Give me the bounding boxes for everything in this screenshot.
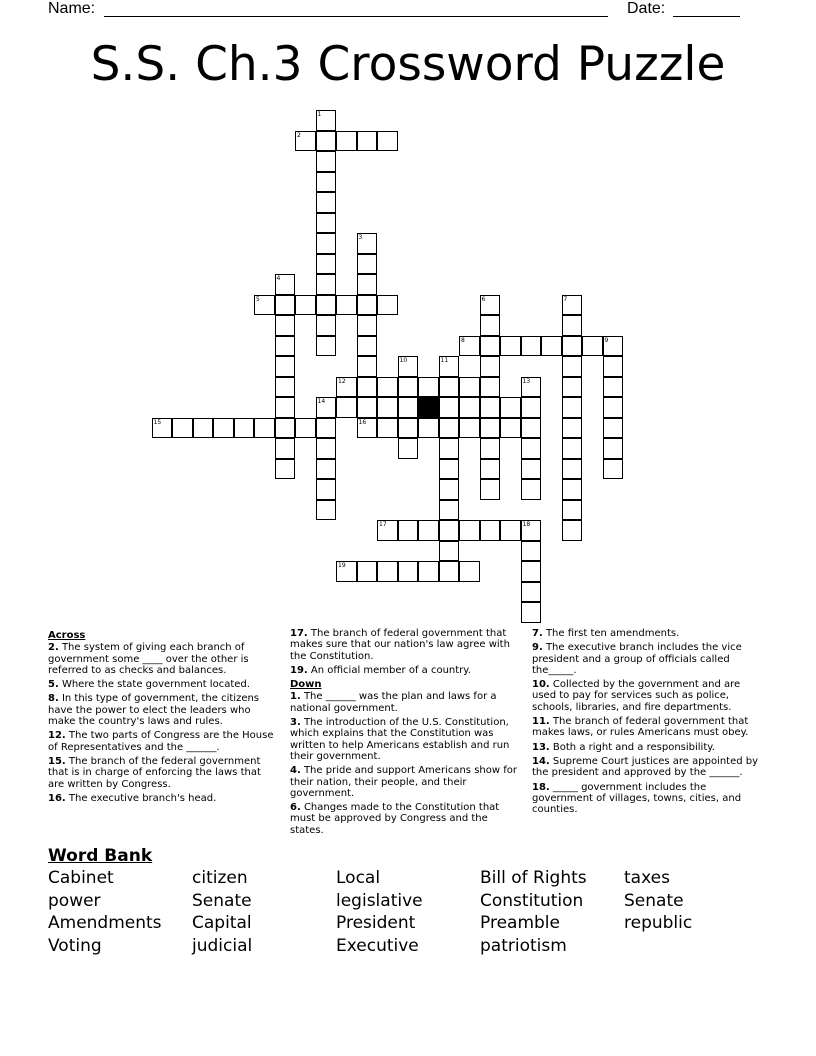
clue-text: The pride and support Americans show for their nation, their people, and their government. — [290, 765, 517, 799]
crossword-cell[interactable] — [562, 459, 583, 480]
crossword-cell[interactable] — [521, 459, 542, 480]
clue-text: Changes made to the Constitution that must be approved by Congress and the states. — [290, 802, 500, 836]
crossword-cell[interactable] — [316, 315, 337, 336]
crossword-cell[interactable] — [480, 377, 501, 398]
across-heading: Across — [48, 630, 86, 641]
across-clue-list-continued — [290, 628, 522, 676]
crossword-cell[interactable] — [275, 377, 296, 398]
across-clue-list — [48, 642, 280, 804]
crossword-cell[interactable] — [357, 131, 378, 152]
clue-number: 1. — [290, 691, 301, 703]
clue-item — [48, 756, 280, 790]
crossword-cell[interactable] — [336, 561, 357, 582]
crossword-cell[interactable] — [357, 356, 378, 377]
crossword-cell[interactable] — [316, 500, 337, 521]
clue-item — [532, 782, 764, 816]
clue-item — [290, 691, 522, 714]
word-bank-word: Capital — [192, 913, 252, 934]
crossword-cell[interactable] — [316, 131, 337, 152]
crossword-cell[interactable] — [377, 295, 398, 316]
crossword-cell[interactable] — [357, 295, 378, 316]
clue-item — [290, 717, 522, 762]
clue-number: 2 — [297, 131, 301, 139]
crossword-cell[interactable] — [603, 336, 624, 357]
clue-text: The branch of federal government that makes sure that our nation's law agree with the Constitution. — [290, 628, 510, 662]
clue-item — [290, 665, 522, 676]
clue-number: 17. — [290, 628, 308, 639]
crossword-cell[interactable] — [357, 233, 378, 254]
crossword-cell[interactable] — [582, 336, 603, 357]
clue-item — [532, 679, 764, 713]
crossword-cell[interactable] — [459, 520, 480, 541]
crossword-cell[interactable] — [439, 377, 460, 398]
clue-number: 16 — [358, 418, 367, 426]
crossword-cell[interactable] — [439, 356, 460, 377]
crossword-cell[interactable] — [521, 541, 542, 562]
down-clue-list-continued — [532, 628, 764, 815]
crossword-cell[interactable] — [603, 397, 624, 418]
date-field[interactable] — [673, 16, 740, 17]
crossword-cell[interactable] — [418, 377, 439, 398]
crossword-cell[interactable] — [521, 561, 542, 582]
crossword-cell[interactable] — [357, 418, 378, 439]
crossword-cell[interactable] — [521, 438, 542, 459]
crossword-cell[interactable] — [439, 397, 460, 418]
crossword-cell[interactable] — [480, 397, 501, 418]
crossword-cell[interactable] — [316, 192, 337, 213]
down-heading: Down — [290, 679, 322, 691]
crossword-cell[interactable] — [418, 418, 439, 439]
crossword-cell[interactable] — [377, 131, 398, 152]
crossword-cell[interactable] — [418, 561, 439, 582]
word-bank-word: Constitution — [480, 890, 584, 911]
clue-number: 7 — [563, 295, 568, 303]
clue-number: 10 — [399, 357, 408, 364]
crossword-cell[interactable] — [398, 356, 419, 377]
clue-number: 11. — [532, 716, 550, 728]
crossword-cell[interactable] — [480, 295, 501, 316]
crossword-cell[interactable] — [357, 377, 378, 398]
clues-column-1 — [48, 628, 280, 807]
clue-text: The introduction of the U.S. Constitution, which explains that the Constitution was written to help Americans establish and run their government. — [290, 717, 510, 762]
crossword-cell[interactable] — [357, 397, 378, 418]
clue-number: 18 — [522, 521, 531, 528]
clue-text: The system of giving each branch of government some ____ over the other is referred to as checks and balances. — [48, 642, 249, 676]
crossword-cell[interactable] — [459, 418, 480, 439]
crossword-cell[interactable] — [275, 336, 296, 357]
clue-text: The branch of federal government that makes laws, or rules Americans must obey. — [532, 716, 749, 739]
clue-number: 3 — [358, 234, 363, 241]
word-bank-word: Voting — [48, 936, 102, 957]
clue-number: 19 — [338, 562, 346, 569]
crossword-cell[interactable] — [521, 418, 542, 439]
crossword-cell[interactable] — [213, 418, 234, 439]
crossword-cell[interactable] — [254, 295, 275, 316]
crossword-cell[interactable] — [562, 438, 583, 459]
crossword-cell[interactable] — [603, 356, 624, 377]
clue-item — [290, 628, 522, 662]
crossword-cell[interactable] — [336, 377, 357, 398]
clue-number: 8. — [48, 693, 59, 705]
crossword-cell[interactable] — [398, 377, 419, 398]
crossword-cell[interactable] — [316, 459, 337, 480]
crossword-cell[interactable] — [316, 110, 337, 131]
crossword-cell[interactable] — [562, 520, 583, 541]
crossword-cell[interactable] — [521, 582, 542, 603]
crossword-cell[interactable] — [480, 479, 501, 500]
clue-number: 5. — [48, 679, 59, 691]
crossword-cell[interactable] — [295, 131, 316, 152]
crossword-cell[interactable] — [254, 418, 275, 439]
crossword-cell[interactable] — [377, 520, 398, 541]
crossword-cell[interactable] — [562, 356, 583, 377]
clue-item — [48, 642, 280, 676]
clue-text: The ______ was the plan and laws for a national government. — [290, 691, 497, 714]
word-bank-word: Executive — [336, 936, 419, 957]
crossword-cell[interactable] — [336, 131, 357, 152]
word-bank-word: taxes — [624, 868, 670, 888]
date-label: Date: — [627, 0, 666, 17]
clue-item — [532, 742, 764, 753]
crossword-cell[interactable] — [193, 418, 214, 439]
clue-number: 6. — [290, 802, 301, 814]
crossword-cell[interactable] — [398, 438, 419, 459]
crossword-cell[interactable] — [316, 213, 337, 234]
crossword-cell[interactable] — [603, 438, 624, 459]
clue-number: 13 — [522, 377, 531, 385]
clue-item — [290, 802, 522, 836]
crossword-cell[interactable] — [521, 377, 542, 398]
crossword-cell[interactable] — [275, 274, 296, 295]
word-bank-word: citizen — [192, 868, 248, 888]
crossword-cell[interactable] — [480, 459, 501, 480]
clue-number: 15 — [153, 418, 162, 426]
crossword-cell[interactable] — [316, 151, 337, 172]
crossword-cell[interactable] — [459, 336, 480, 357]
clue-text: The two parts of Congress are the House of Representatives and the ______. — [48, 730, 274, 753]
word-bank-word: legislative — [336, 890, 423, 911]
clue-item — [532, 716, 764, 739]
crossword-cell[interactable] — [275, 315, 296, 336]
crossword-cell[interactable] — [295, 418, 316, 439]
clue-number: 12 — [338, 377, 346, 385]
word-bank-title: Word Bank — [48, 846, 153, 866]
clue-number: 19. — [290, 664, 308, 676]
clue-item — [532, 756, 764, 779]
clue-number: 14 — [317, 398, 326, 405]
crossword-cell[interactable] — [275, 459, 296, 480]
clue-number: 18. — [532, 781, 550, 793]
crossword-cell[interactable] — [398, 520, 419, 541]
word-bank-list — [48, 867, 768, 958]
word-bank-word: Cabinet — [48, 868, 114, 888]
crossword-cell[interactable] — [152, 418, 173, 439]
crossword-cell[interactable] — [295, 295, 316, 316]
clue-item — [48, 793, 280, 804]
crossword-cell[interactable] — [316, 254, 337, 275]
crossword-cell[interactable] — [275, 397, 296, 418]
clue-number: 9 — [604, 336, 609, 344]
clue-number: 7. — [532, 628, 543, 639]
crossword-cell[interactable] — [377, 397, 398, 418]
crossword-cell[interactable] — [316, 233, 337, 254]
word-bank-word: Preamble — [480, 913, 560, 934]
crossword-cell[interactable] — [439, 500, 460, 521]
crossword-cell[interactable] — [562, 377, 583, 398]
crossword-cell[interactable] — [439, 418, 460, 439]
clue-number: 6 — [481, 295, 486, 303]
word-bank-word: Bill of Rights — [480, 868, 587, 888]
word-bank-word: patriotism — [480, 936, 567, 957]
clue-number: 14. — [532, 755, 550, 767]
clue-number: 2. — [48, 642, 59, 654]
crossword-cell[interactable] — [336, 295, 357, 316]
crossword-cell[interactable] — [357, 274, 378, 295]
black-square — [418, 397, 439, 418]
crossword-cell[interactable] — [234, 418, 255, 439]
clue-text: Both a right and a responsibility. — [552, 741, 715, 753]
crossword-cell[interactable] — [316, 397, 337, 418]
crossword-cell[interactable] — [275, 295, 296, 316]
crossword-cell[interactable] — [316, 438, 337, 459]
clue-number: 17 — [379, 521, 387, 528]
crossword-cell[interactable] — [562, 500, 583, 521]
clue-text: Where the state government located. — [61, 679, 250, 691]
clue-text: The branch of the federal government that is in charge of enforcing the laws that are written by Congress. — [48, 755, 261, 790]
crossword-cell[interactable] — [562, 295, 583, 316]
crossword-cell[interactable] — [480, 520, 501, 541]
header — [48, 0, 768, 20]
crossword-cell[interactable] — [521, 520, 542, 541]
clues-column-2 — [290, 628, 522, 839]
clue-number: 13. — [532, 741, 550, 753]
crossword-cell[interactable] — [357, 336, 378, 357]
crossword-cell[interactable] — [316, 479, 337, 500]
page-title: S.S. Ch.3 Crossword Puzzle — [90, 37, 726, 92]
clues-column-3 — [532, 628, 764, 818]
crossword-cell[interactable] — [500, 397, 521, 418]
crossword-cell[interactable] — [521, 602, 542, 623]
clue-number: 1 — [317, 111, 322, 118]
crossword-cell[interactable] — [275, 356, 296, 377]
clue-item — [48, 679, 280, 690]
crossword-cell[interactable] — [500, 520, 521, 541]
crossword-cell[interactable] — [275, 418, 296, 439]
crossword-cell[interactable] — [439, 438, 460, 459]
clue-text: In this type of government, the citizens have the power to elect the leaders who make the country's laws and rules. — [48, 693, 260, 728]
crossword-cell[interactable] — [439, 479, 460, 500]
word-bank-word: power — [48, 890, 101, 911]
clue-number: 10. — [532, 679, 550, 691]
crossword-cell[interactable] — [439, 520, 460, 541]
clue-number: 15. — [48, 755, 66, 767]
crossword-cell[interactable] — [398, 397, 419, 418]
crossword-cell[interactable] — [562, 336, 583, 357]
crossword-cell[interactable] — [603, 377, 624, 398]
clue-number: 12. — [48, 730, 66, 742]
crossword-cell[interactable] — [480, 438, 501, 459]
crossword-cell[interactable] — [377, 418, 398, 439]
word-bank-word: republic — [624, 913, 693, 934]
crossword-cell[interactable] — [357, 254, 378, 275]
crossword-cell[interactable] — [377, 377, 398, 398]
clue-text: The executive branch includes the vice president and a group of officials called the_____. — [532, 642, 742, 676]
crossword-cell[interactable] — [603, 459, 624, 480]
crossword-cell[interactable] — [480, 336, 501, 357]
clue-text: The first ten amendments. — [545, 628, 680, 639]
crossword-cell[interactable] — [316, 172, 337, 193]
crossword-cell[interactable] — [480, 315, 501, 336]
word-bank-word: judicial — [192, 936, 253, 957]
name-field[interactable] — [104, 16, 608, 17]
crossword-cell[interactable] — [439, 561, 460, 582]
crossword-cell[interactable] — [398, 561, 419, 582]
clue-text: _____ government includes the government of villages, towns, cities, and counties. — [532, 781, 742, 816]
word-bank-word: Amendments — [48, 913, 162, 934]
crossword-cell[interactable] — [562, 479, 583, 500]
crossword-cell[interactable] — [316, 418, 337, 439]
clue-text: The executive branch's head. — [68, 792, 217, 804]
crossword-cell[interactable] — [562, 418, 583, 439]
crossword-cell[interactable] — [541, 336, 562, 357]
word-bank-word: Senate — [192, 890, 252, 911]
clue-text: An official member of a country. — [310, 664, 471, 676]
word-bank — [48, 845, 768, 958]
crossword-cell[interactable] — [521, 336, 542, 357]
crossword-cell[interactable] — [418, 520, 439, 541]
crossword-cell[interactable] — [562, 397, 583, 418]
crossword-cell[interactable] — [500, 418, 521, 439]
crossword-cell[interactable] — [562, 315, 583, 336]
crossword-cell[interactable] — [521, 479, 542, 500]
clue-item — [532, 642, 764, 676]
crossword-cell[interactable] — [316, 295, 337, 316]
crossword-cell[interactable] — [377, 561, 398, 582]
name-label: Name: — [48, 0, 96, 17]
crossword-cell[interactable] — [459, 561, 480, 582]
clue-number: 5 — [256, 295, 260, 303]
crossword-cell[interactable] — [357, 561, 378, 582]
clue-number: 11 — [440, 357, 449, 364]
clue-text: Supreme Court justices are appointed by the president and approved by the ______. — [532, 755, 759, 779]
crossword-cell[interactable] — [275, 438, 296, 459]
word-bank-word: Senate — [624, 890, 684, 911]
crossword-cell[interactable] — [439, 541, 460, 562]
crossword-cell[interactable] — [521, 397, 542, 418]
clue-item — [48, 730, 280, 753]
clue-number: 4 — [276, 275, 281, 282]
crossword-cell[interactable] — [316, 274, 337, 295]
crossword-cell[interactable] — [459, 377, 480, 398]
crossword-cell[interactable] — [357, 315, 378, 336]
clue-number: 3. — [290, 717, 301, 729]
clue-item — [532, 628, 764, 639]
clue-text: Collected by the government and are used to pay for services such as police, schools, libraries, and fire departments. — [532, 679, 741, 713]
clue-number: 9. — [532, 642, 543, 654]
clue-number: 8 — [461, 336, 465, 344]
down-clue-list — [290, 691, 522, 836]
crossword-cell[interactable] — [316, 336, 337, 357]
clue-item — [290, 765, 522, 799]
crossword-cell[interactable] — [480, 356, 501, 377]
crossword-cell[interactable] — [500, 336, 521, 357]
clue-number: 16. — [48, 792, 66, 804]
crossword-cell[interactable] — [336, 397, 357, 418]
crossword-cell[interactable] — [172, 418, 193, 439]
crossword-cell[interactable] — [480, 418, 501, 439]
crossword-cell[interactable] — [459, 397, 480, 418]
word-bank-word: Local — [336, 868, 381, 888]
word-bank-word: President — [336, 913, 416, 934]
clue-item — [48, 693, 280, 727]
crossword-cell[interactable] — [439, 459, 460, 480]
crossword-cell[interactable] — [398, 418, 419, 439]
crossword-cell[interactable] — [603, 418, 624, 439]
clue-number: 4. — [290, 765, 301, 777]
